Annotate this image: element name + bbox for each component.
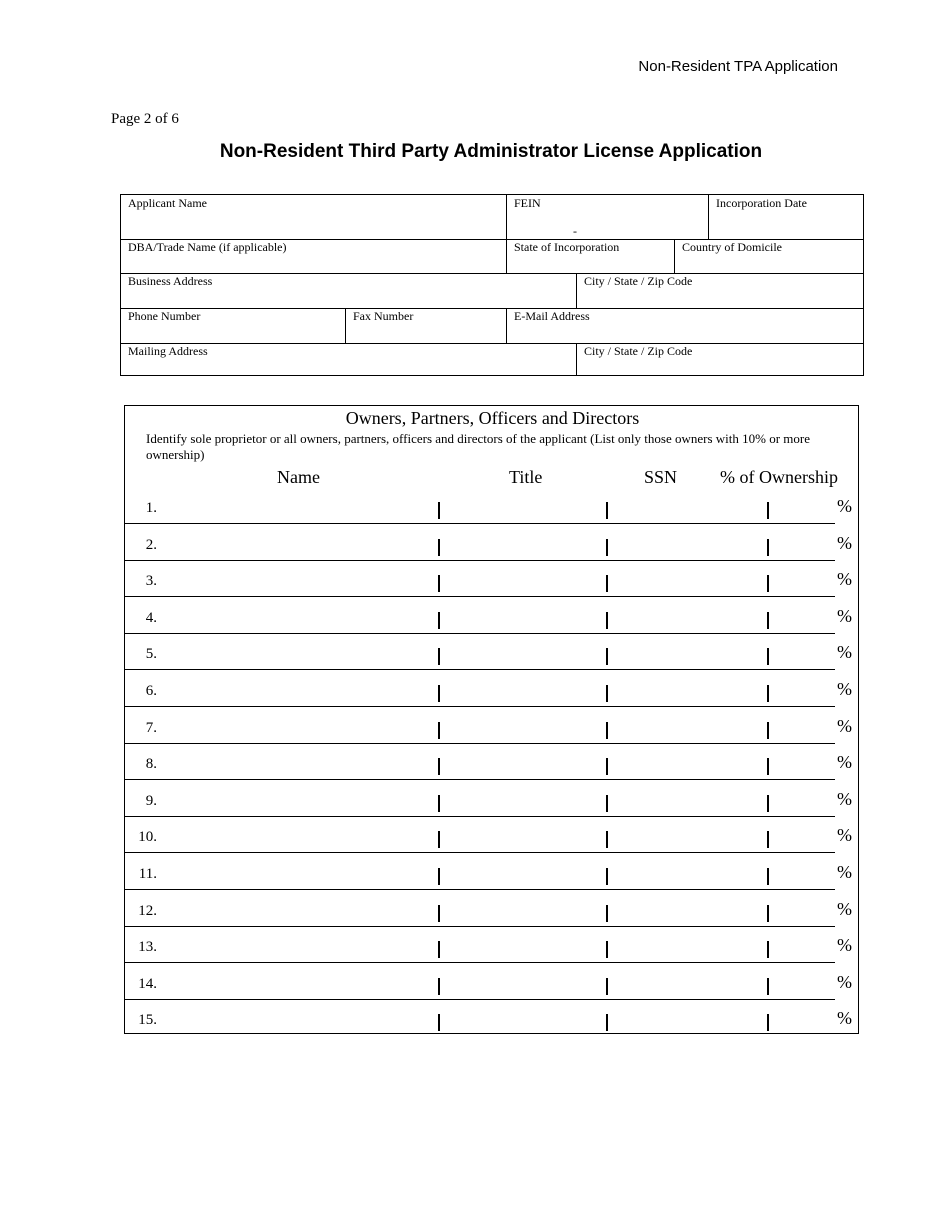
incorporation-date-field[interactable] (709, 195, 863, 239)
mailing-city-state-zip-field[interactable] (577, 343, 863, 375)
applicant-name-label: Applicant Name (128, 196, 207, 210)
row-number: 7. (145, 719, 157, 736)
document-label: Non-Resident TPA Application (638, 58, 838, 75)
row-number: 10. (138, 829, 157, 846)
column-separator (606, 941, 608, 958)
column-separator (438, 978, 440, 995)
col-ownership-header: % of Ownership (720, 467, 838, 487)
column-separator (438, 758, 440, 775)
column-separator (767, 648, 769, 665)
percent-symbol: % (837, 532, 852, 553)
fax-label: Fax Number (353, 309, 414, 323)
row-number: 5. (145, 646, 157, 663)
percent-symbol: % (837, 642, 852, 663)
business-address-field[interactable] (121, 273, 577, 308)
applicant-name-field[interactable] (121, 195, 507, 239)
info-row (121, 195, 863, 240)
owner-row[interactable] (125, 1000, 860, 1036)
percent-symbol: % (837, 971, 852, 992)
mailing-address-label: Mailing Address (128, 344, 208, 358)
column-separator (767, 502, 769, 519)
column-separator (767, 758, 769, 775)
owner-row[interactable] (125, 964, 860, 1000)
column-separator (606, 539, 608, 556)
column-separator (438, 502, 440, 519)
column-separator (767, 612, 769, 629)
row-number: 15. (138, 1012, 157, 1029)
owner-row[interactable] (125, 817, 860, 853)
row-number: 13. (138, 939, 157, 956)
column-separator (767, 795, 769, 812)
country-domicile-label: Country of Domicile (682, 240, 782, 254)
fein-field[interactable] (507, 195, 709, 239)
owner-row[interactable] (125, 634, 860, 670)
column-separator (606, 722, 608, 739)
state-incorporation-label: State of Incorporation (514, 240, 620, 254)
col-name-header: Name (277, 467, 320, 487)
column-separator (438, 612, 440, 629)
column-separator (438, 905, 440, 922)
email-label: E-Mail Address (514, 309, 590, 323)
row-number: 2. (145, 536, 157, 553)
business-city-state-zip-field[interactable] (577, 273, 863, 308)
percent-symbol: % (837, 825, 852, 846)
column-separator (606, 502, 608, 519)
row-number: 3. (145, 573, 157, 590)
column-separator (438, 1014, 440, 1031)
fax-field[interactable] (346, 308, 507, 343)
owner-row[interactable] (125, 671, 860, 707)
column-separator (438, 722, 440, 739)
row-number: 6. (145, 683, 157, 699)
info-row (121, 239, 863, 274)
column-separator (606, 978, 608, 995)
percent-symbol: % (837, 605, 852, 626)
city-state-zip-label: City / State / Zip Code (584, 344, 693, 358)
column-separator (438, 941, 440, 958)
column-separator (438, 685, 440, 702)
owner-row[interactable] (125, 781, 860, 817)
owner-row[interactable] (125, 525, 860, 561)
info-row (121, 343, 863, 375)
phone-field[interactable] (121, 308, 346, 343)
percent-symbol: % (837, 715, 852, 736)
percent-symbol: % (837, 1008, 852, 1029)
column-separator (767, 831, 769, 848)
column-separator (767, 1014, 769, 1031)
row-number: 11. (138, 866, 157, 882)
column-separator (606, 612, 608, 629)
incorporation-date-label: Incorporation Date (716, 196, 807, 210)
column-separator (606, 685, 608, 702)
column-separator (438, 648, 440, 665)
city-state-zip-label: City / State / Zip Code (584, 274, 693, 288)
column-separator (606, 1014, 608, 1031)
phone-label: Phone Number (128, 309, 201, 323)
column-separator (606, 758, 608, 775)
owner-row[interactable] (125, 561, 860, 597)
percent-symbol: % (837, 569, 852, 590)
column-separator (767, 575, 769, 592)
owner-row[interactable] (125, 854, 860, 890)
row-number: 8. (145, 756, 157, 773)
column-separator (606, 648, 608, 665)
row-number: 14. (138, 975, 157, 992)
country-domicile-field[interactable] (675, 239, 863, 273)
column-separator (438, 868, 440, 885)
column-separator (606, 795, 608, 812)
percent-symbol: % (837, 898, 852, 919)
col-ssn-header: SSN (644, 467, 678, 487)
owners-description: Identify sole proprietor or all owners, partners, officers and directors of the applicant (List only those owners with 10% or more ownership) (146, 431, 811, 462)
state-incorporation-field[interactable] (507, 239, 675, 273)
column-separator (606, 905, 608, 922)
col-title-header: Title (509, 467, 543, 487)
fein-label: FEIN (514, 196, 541, 210)
owner-row[interactable] (125, 891, 860, 927)
mailing-address-field[interactable] (121, 343, 577, 375)
owner-row[interactable] (125, 708, 860, 744)
column-separator (606, 868, 608, 885)
column-separator (767, 722, 769, 739)
row-number: 4. (145, 609, 157, 626)
column-separator (438, 795, 440, 812)
column-separator (438, 539, 440, 556)
percent-symbol: % (837, 679, 852, 699)
column-separator (767, 941, 769, 958)
percent-symbol: % (837, 862, 852, 882)
column-separator (606, 575, 608, 592)
percent-symbol: % (837, 935, 852, 956)
row-number: 9. (145, 792, 157, 809)
percent-symbol: % (837, 496, 852, 516)
fein-dash: - (573, 224, 577, 238)
owner-row[interactable] (125, 488, 860, 524)
percent-symbol: % (837, 788, 852, 809)
column-separator (767, 539, 769, 556)
applicant-info-table (120, 194, 864, 376)
email-field[interactable] (507, 308, 863, 343)
column-separator (767, 905, 769, 922)
column-separator (438, 575, 440, 592)
owner-row[interactable] (125, 744, 860, 780)
row-number: 12. (138, 902, 157, 919)
column-separator (438, 831, 440, 848)
row-number: 1. (145, 500, 157, 516)
page-title: Non-Resident Third Party Administrator License Application (219, 141, 763, 162)
percent-symbol: % (837, 752, 852, 773)
owner-row[interactable] (125, 927, 860, 963)
dba-label: DBA/Trade Name (if applicable) (128, 240, 287, 254)
owner-row[interactable] (125, 598, 860, 634)
owners-section (124, 405, 859, 1034)
dba-field[interactable] (121, 239, 507, 273)
info-row (121, 308, 863, 344)
column-separator (767, 685, 769, 702)
column-separator (606, 831, 608, 848)
owners-title: Owners, Partners, Officers and Directors (345, 408, 640, 428)
column-separator (767, 868, 769, 885)
column-separator (767, 978, 769, 995)
info-row (121, 273, 863, 309)
business-address-label: Business Address (128, 274, 213, 288)
page-number: Page 2 of 6 (111, 111, 179, 127)
